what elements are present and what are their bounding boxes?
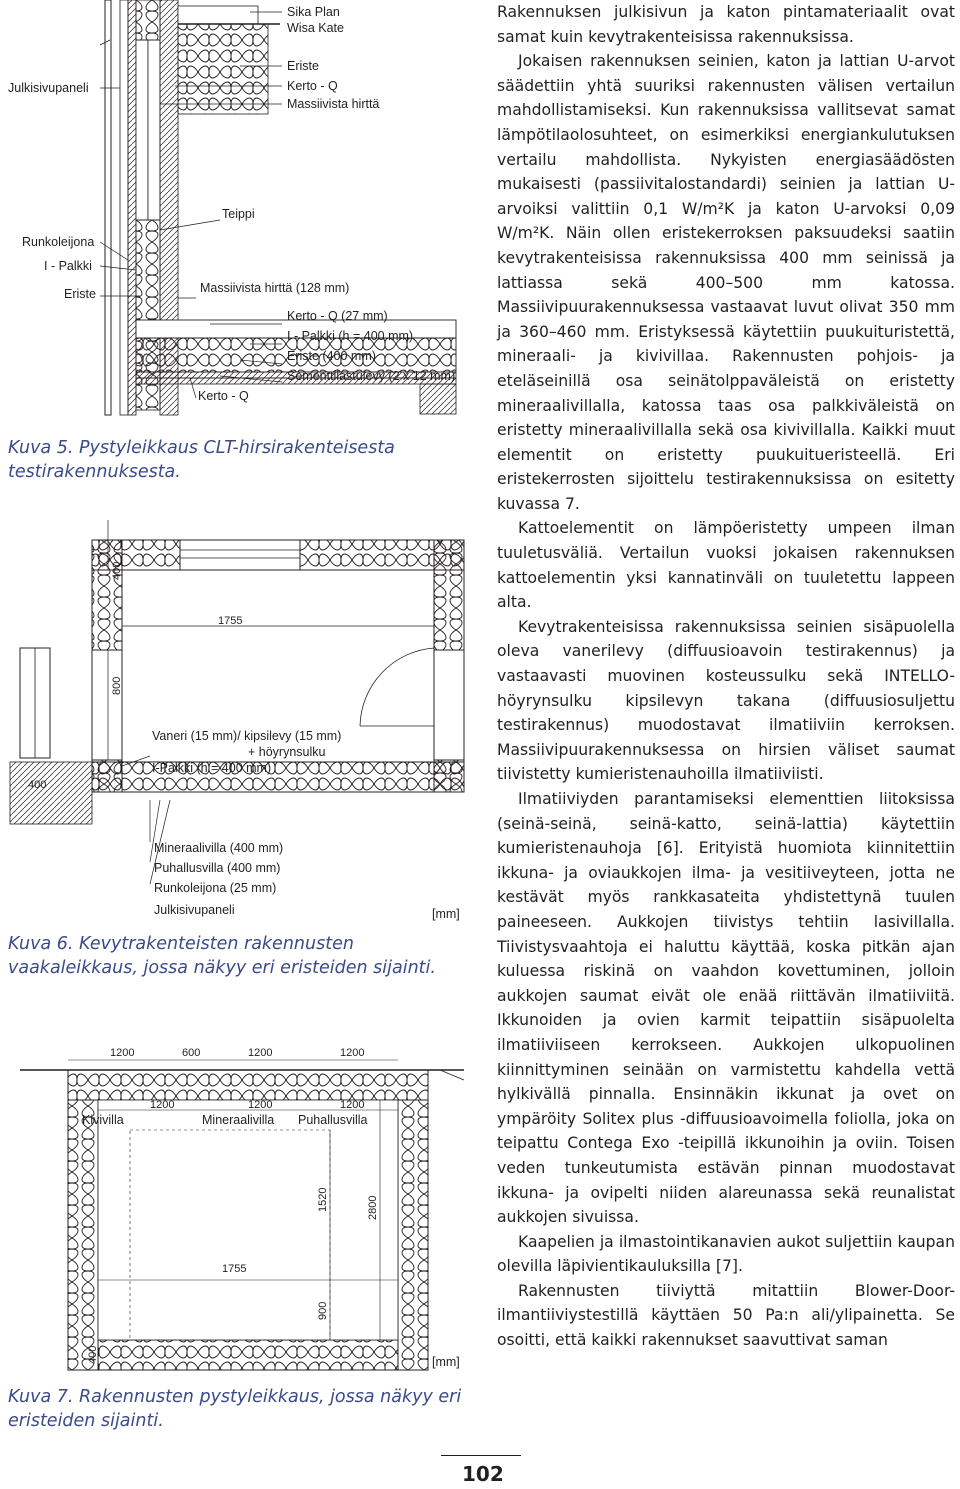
label-unit-mm-6: [mm]: [432, 907, 460, 921]
dim-400-top: 400: [111, 561, 123, 580]
dim-400-left: 400: [28, 779, 47, 791]
label-sika-plan: Sika Plan: [287, 5, 340, 19]
label-i-palkki: I - Palkki: [44, 259, 92, 273]
label-mineraalivilla-7: Mineraalivilla: [202, 1113, 275, 1127]
paragraph-4: Kevytrakenteisissa rakennuksissa seinien sisäpuolella oleva vanerilevy (diffuusioavoin testirakennus) ja vastaavasti muovinen kosteussulku sekä INTELLO-höyrynsulku kipsilevyn takana (diffuusiosuljettu testirakennus) muodostavat ilmatiiviin kerroksen. Massiivipuurakennuksessa on hirsien väliset saumat tiivistetty kumieristenauhoilla ilmatiiviisti.: [497, 617, 955, 784]
paragraph-6: Kaapelien ja ilmastointikanavien aukot suljettiin kaupan olevilla läpivientikauluksilla [7].: [497, 1232, 955, 1276]
figure-7-caption: Kuva 7. Rakennusten pystyleikkaus, jossa näkyy eri eristeiden sijainti.: [8, 1387, 462, 1431]
label-ipalkki: I-Palkki (h = 400 mm): [152, 761, 272, 775]
label-hoyrynsulku: + höyrynsulku: [248, 745, 326, 759]
dim-900: 900: [317, 1301, 329, 1320]
figure-5-section-drawing: [0, 0, 470, 420]
page-number-rule: [441, 1455, 521, 1456]
dim-top-4: 1200: [340, 1047, 365, 1059]
label-kerto-q-top: Kerto - Q: [287, 79, 338, 93]
label-kerto-q-27: Kerto - Q (27 mm): [287, 309, 388, 323]
dim-400-7: 400: [87, 1345, 99, 1364]
paragraph-2: Jokaisen rakennuksen seinien, katon ja lattian U-arvot säädettiin yhtä suuriksi rakennusten välisen vertailun mahdollistamiseksi. Kun rakennuksissa vallitsevat samat lämpötilaolosuhteet, on esimerkiksi energiankulutuksen vertailu mahdollista. Nykyisten energiasäädösten mukaisesti (passiivitalostandardi) seinien ja lattian U-arvoiksi valittiin 0,1 W/m²K ja katon U-arvoksi 0,09 W/m²K. Näin ollen eristekerroksen paksuudeksi saatiin kevytrakenteisissa rakennuksissa 400 mm seinissä ja lattiassa sekä 400–500 mm katossa. Massiivipuurakennuksessa vastaavat luvut olivat 350 mm ja 360–460 mm. Eristyksessä käytettiin puukuituristettä, mineraali- ja kivivillaa. Rakennusten pohjois- ja eteläseinillä osa seinätolppaväleistä on eristetty mineraalivillalla, katossa taas osa palkkiväleistä on eristetty mineraalivillalla sekä osa kivivillalla. Kaikki muut elementit on eristetty puukuitueristeellä. Eri eristekerrosten sijoittelu testirakennuksissa on esitetty kuvassa 7.: [497, 52, 955, 513]
label-teippi: Teippi: [222, 207, 255, 221]
dim-top-3: 1200: [248, 1047, 273, 1059]
label-eriste-top: Eriste: [287, 59, 319, 73]
figure-5-caption: Kuva 5. Pystyleikkaus CLT-hirsirakenteisesta testirakennuksesta.: [8, 438, 395, 482]
label-eriste-400: Eriste (400 mm): [287, 349, 376, 363]
dim-second-2: 1200: [248, 1099, 273, 1111]
dim-800: 800: [111, 676, 123, 695]
label-i-palkki-400: I - Palkki (h = 400 mm): [287, 329, 414, 343]
label-sementtilastulevy: Sementtilastulevy (2 x 12 mm): [287, 369, 456, 383]
dim-1755-7: 1755: [222, 1263, 247, 1275]
page-number: 102: [462, 1462, 504, 1486]
label-julkisivupaneli-6: Julkisivupaneli: [154, 903, 235, 917]
dim-second-1: 1200: [150, 1099, 175, 1111]
label-unit-mm-7: [mm]: [432, 1355, 460, 1369]
label-puhallusvilla: Puhallusvilla (400 mm): [154, 861, 281, 875]
figure-6-floor-plan: [0, 520, 470, 925]
label-eriste-left: Eriste: [64, 287, 96, 301]
label-wisa-kate: Wisa Kate: [287, 21, 344, 35]
dim-1755: 1755: [218, 615, 243, 627]
label-puhallusvilla-7: Puhallusvilla: [298, 1113, 368, 1127]
dim-top-1: 1200: [110, 1047, 135, 1059]
label-kivivilla: Kivivilla: [82, 1113, 124, 1127]
dim-2800: 2800: [367, 1195, 379, 1220]
body-text-column: [497, 0, 955, 1353]
label-massiivista-hirtta: Massiivista hirttä: [287, 97, 380, 111]
dim-second-3: 1200: [340, 1099, 365, 1111]
label-massiivista-hirtta-128: Massiivista hirttä (128 mm): [200, 281, 350, 295]
figure-7-section-drawing: [0, 1040, 470, 1375]
label-runkoleijona: Runkoleijona: [22, 235, 95, 249]
paragraph-7: Rakennusten tiiviyttä mitattiin Blower-Door-ilmantiiviystestillä käyttäen 50 Pa:n ali/ylipainetta. Se osoitti, että kaikki rakennukset saavuttivat saman: [497, 1281, 955, 1350]
label-runkoleijona: Runkoleijona (25 mm): [154, 881, 277, 895]
label-julkisivupaneli: Julkisivupaneli: [8, 81, 89, 95]
dim-top-2: 600: [182, 1047, 201, 1059]
figure-6-caption: Kuva 6. Kevytrakenteisten rakennusten vaakaleikkaus, jossa näkyy eri eristeiden sijainti.: [8, 934, 436, 978]
label-mineraalivilla: Mineraalivilla (400 mm): [154, 841, 284, 855]
paragraph-1: Rakennuksen julkisivun ja katon pintamateriaalit ovat samat kuin kevytrakenteisissa rakennuksissa.: [497, 3, 955, 46]
paragraph-3: Kattoelementit on lämpöeristetty umpeen ilman tuuletusväliä. Vertailun vuoksi jokaisen rakennuksen kattoelementin yksi kannatinväli on tuuletettu lappeen alta.: [497, 519, 955, 612]
label-kerto-q-bottom: Kerto - Q: [198, 389, 249, 403]
dim-1520: 1520: [317, 1187, 329, 1212]
label-vaneri: Vaneri (15 mm)/ kipsilevy (15 mm): [152, 729, 342, 743]
paragraph-5: Ilmatiiviyden parantamiseksi elementtien liitoksissa (seinä-seinä, seinä-katto, seinä-lattia) käytettiin kumieristenauhoja [6]. Erityistä huomiota kiinnitettiin ikkuna- ja oviaukkojen ilma- ja vesitiiveyteen, jotta ne kestävät myös rankkasateita yhdistettynä tuulen paineeseen. Aukkojen tiivistys tehtiin lasivillalla. Tiivistysvaahtoja ei haluttu käyttää, koska pitkän ajan kuluessa riskinä on vaahdon kovettuminen, jolloin aukkojen saumat eivät ole enää riittävän ilmatiiviitä. Ikkunoiden ja ovien karmit teipattiin sisäpuolelta ilmatiiviiseen kerrokseen. Aukkojen ulkopuolinen kiinnittyminen seinään on varmistettu kahdella vettä hylkivällä pinnalla. Ensinnäkin ikkunat ja ovet on ympäröity Solitex plus -diffuusioavoimella foliolla, joka on teipattu Contega Exo -teipillä ikkunoihin ja oviin. Toisen veden tunkeutumista estävän pinnan muodostavat ikkuna- ja ovipelti niiden alareunassa sekä reunalistat aukkojen sivuissa.: [497, 790, 955, 1227]
